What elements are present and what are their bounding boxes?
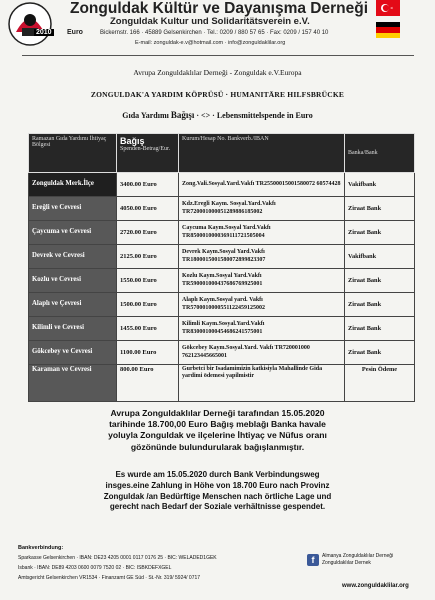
paragraph-line: gerecht nach Bedarf der Soziale verhältnisse gespendet.	[109, 502, 326, 512]
header-region: Ramazan Gıda Yardımı İhtiyaç Bölgesi	[29, 134, 117, 173]
region-cell: Kozlu ve Cevresi	[29, 269, 117, 293]
amount-cell: 1500.00 Euro	[117, 293, 179, 317]
bank-connection-title: Bankverbindung:	[18, 545, 64, 551]
region-cell: Gökcebey ve Cevresi	[29, 341, 117, 365]
paragraph-line: yoluyla Zonguldak ve ilçelerine İhtiyaç ve Nüfus oranı	[108, 430, 327, 441]
paragraph-line: insges.eine Zahlung in Höhe von 18.700 Euro nach Provinz	[105, 480, 330, 490]
table-row	[29, 245, 415, 269]
amount-cell: 3400.00 Euro	[117, 173, 179, 197]
amount-cell: 4050.00 Euro	[117, 197, 179, 221]
footer-line: Amtsgericht Gelsenkirchen VR1534 · Finanzamt GE Süd · St.-Nr. 319/ 5924/ 0717	[18, 575, 201, 581]
region-cell: Zonguldak Merk.İlçe	[29, 173, 117, 197]
bank-cell: Vakifbank	[345, 173, 415, 197]
donation-title-c: · <> · Lebensmittelspende in Euro	[194, 111, 313, 120]
bank-cell: Vakifbank	[345, 245, 415, 269]
account-cell: Kilimli Kaym.Sosyal.Yard.Vakfı TR830001000454686241575001	[179, 317, 345, 341]
paragraph-line: Es wurde am 15.05.2020 durch Bank Verbindungsweg	[115, 470, 320, 479]
table-row	[29, 221, 415, 245]
donation-table	[28, 133, 415, 402]
bank-cell: Ziraat Bank	[345, 341, 415, 365]
region-cell: Alaplı ve Çevresi	[29, 293, 117, 317]
table-row	[29, 293, 415, 317]
account-cell: Devrek Kaym.Sosyal Yard.Vakfı TR1800015001580072899823307	[179, 245, 345, 269]
header-amount-sub: Spenden-Betrag/Eur.	[120, 146, 171, 152]
bank-cell: Ziraat Bank	[345, 317, 415, 341]
mail-line: E-mail: zonguldak-e.v@hotmail.com · info@zonguldaklilar.org	[135, 40, 286, 46]
address-line: Bickernstr. 166 · 45889 Gelsenkirchen · Tel.: 0209 / 880 57 65 · Fax: 0209 / 157 40 10	[100, 30, 329, 36]
turkey-flag-icon	[376, 0, 400, 16]
amount-cell: 1455.00 Euro	[117, 317, 179, 341]
region-cell: Çaycuma ve Cevresi	[29, 221, 117, 245]
region-cell: Kilimli ve Cevresi	[29, 317, 117, 341]
region-cell: Devrek ve Cevresi	[29, 245, 117, 269]
table-row	[29, 317, 415, 341]
header-bank: Banka/Bank	[345, 134, 415, 173]
table-row	[29, 269, 415, 293]
paragraph-line: gözönünde bulundurularak bağışlanmıştır.	[130, 441, 305, 452]
bank-cell: Ziraat Bank	[345, 269, 415, 293]
facebook-page-text: Almanya Zonguldaklılar Derneği Zonguldaklılar Dernek	[322, 553, 394, 566]
account-cell: Gökcebey Kaym.Sosyal.Yard. Vakfı TR720001000 762123445665001	[179, 341, 345, 365]
table-row	[29, 173, 415, 197]
donation-title-a: Gıda Yardımı	[122, 111, 171, 120]
account-cell: Caycuma Kaym.Sosyal Yard.Vakfı TR850001000036911172150500​4	[179, 221, 345, 245]
amount-cell: 2720.00 Euro	[117, 221, 179, 245]
bank-cell: Ziraat Bank	[345, 197, 415, 221]
website-link[interactable]: www.zonguldaklilar.org	[342, 583, 409, 589]
facebook-icon: f	[307, 554, 319, 566]
account-cell: Kozlu Kaym.Sosyal Yard.Vakfı TR590001000437686769925001	[179, 269, 345, 293]
region-cell: Ereğli ve Cevresi	[29, 197, 117, 221]
footer-line: Isbank · IBAN: DE89 4203 0600 0079 7520 02 · BIC: ISBKDEFXGEL	[18, 565, 172, 571]
association-line: Avrupa Zonguldaklılar Derneği - Zonguldak e.V.Europa	[133, 68, 302, 77]
account-cell: Alaplı Kaym.Sosyal yard. Vakfı TR570001000055112245912500​2	[179, 293, 345, 317]
bank-cell: Ziraat Bank	[345, 221, 415, 245]
paragraph-line: tarihinde 18.700,00 Euro Bağış meblağı Banka havale	[109, 419, 326, 430]
amount-cell: 1550.00 Euro	[117, 269, 179, 293]
euro-badge: Euro	[67, 29, 83, 36]
letterhead	[0, 0, 435, 58]
turkish-paragraph	[0, 408, 435, 453]
account-cell: Gurbetci bir Isadamimizin katkisiyla Mahallinde Gida yardimi ödemesi yapilmistir	[179, 365, 345, 402]
header-amount	[117, 134, 179, 173]
bank-cell: Pesin Ödeme	[345, 365, 415, 402]
paragraph-line: Avrupa Zonguldaklılar Derneği tarafından 15.05.2020	[110, 408, 325, 418]
header-account: Kurum/Hesap No. Bankverb./IBAN	[179, 134, 345, 173]
amount-cell: 1100.00 Euro	[117, 341, 179, 365]
amount-cell: 2125.00 Euro	[117, 245, 179, 269]
account-cell: Kdz.Eregli Kaym. Sosyal.Yard.Vakfı TR720001000051289886185002	[179, 197, 345, 221]
header-bagis: Bağış	[120, 136, 145, 146]
footer-line: Sparkasse Gelsenkirchen · IBAN: DE23 4205 0001 0117 0176 25 · BIC: WELADED1GEK	[18, 555, 217, 561]
table-header-row	[29, 134, 415, 173]
bridge-title: ZONGULDAK'A YARDIM KÖPRÜSÜ · HUMANITÄRE HILFSBRÜCKE	[90, 90, 345, 99]
table-row	[29, 341, 415, 365]
association-logo	[8, 2, 52, 46]
donation-title-b: Bağışı	[170, 110, 195, 120]
amount-cell: 800.00 Euro	[117, 365, 179, 402]
germany-flag-icon	[376, 22, 400, 38]
german-paragraph	[0, 470, 435, 513]
table-row	[29, 365, 415, 402]
header-divider	[22, 55, 414, 56]
bank-cell: Ziraat Bank	[345, 293, 415, 317]
org-subtitle: Zonguldak Kultur und Solidaritätsverein e.V.	[110, 16, 310, 27]
account-cell: Zong.Vali.Sosyal.Yard.Vakfı TR25500015001580072 60574428	[179, 173, 345, 197]
region-cell: Karaman ve Cevresi	[29, 365, 117, 402]
org-title: Zonguldak Kültür ve Dayanışma Derneği	[70, 0, 369, 17]
table-row	[29, 197, 415, 221]
donation-title	[0, 110, 435, 120]
paragraph-line: Zonguldak /an Bedürftige Menschen nach örtliche Lage und	[103, 491, 332, 501]
year-badge: 2010	[36, 29, 52, 36]
